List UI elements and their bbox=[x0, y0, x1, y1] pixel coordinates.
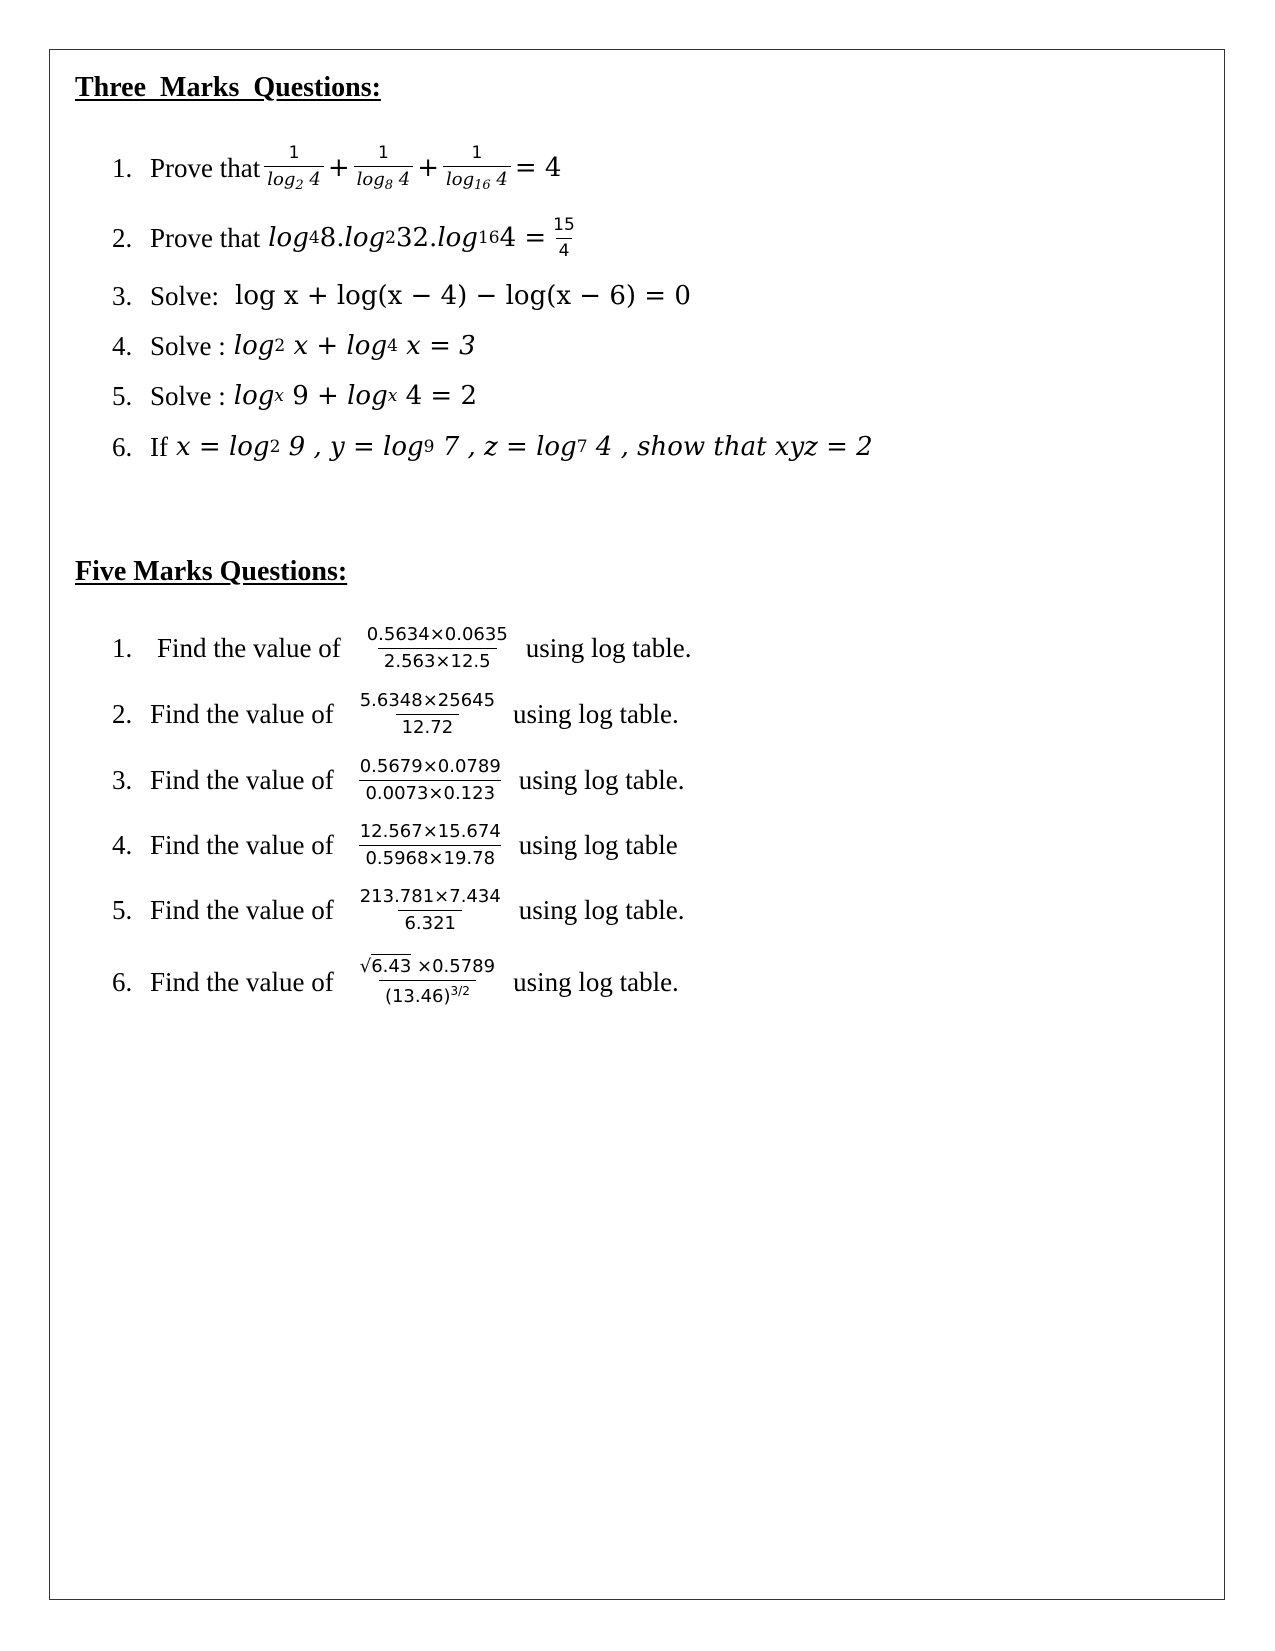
fraction: $\frac{1}{\log_2 4}$ bbox=[264, 145, 324, 192]
five-q3: 3. Find the value of $\frac{0.5679\times 0.0789}{0.0073\times 0.123}$ using log table. bbox=[112, 755, 685, 804]
three-marks-heading: Three Marks Questions: bbox=[75, 72, 381, 103]
fraction: $\frac{0.5634\times 0.0635}{2.563\times 12.5}$ bbox=[366, 623, 508, 672]
fraction: $\frac{213.781\times 7.434}{6.321}$ bbox=[359, 885, 501, 934]
five-q5: 5. Find the value of $\frac{213.781\times 7.434}{6.321}$ using log table. bbox=[112, 885, 685, 934]
fraction: $\frac{15}{4}$ bbox=[553, 214, 575, 261]
three-q4: 4. Solve : log 2 x + log 4 x = 3 bbox=[112, 330, 476, 361]
fraction: $\frac{√6.43 \times 0.5789}{(13.46)^{3/2}}$ bbox=[359, 956, 496, 1007]
fraction: $\frac{1}{\log_{16} 4}$ bbox=[443, 145, 511, 192]
five-q6: 6. Find the value of $\frac{√6.43 \times 0.5789}{(13.46)^{3/2}}$ using log table. bbox=[112, 956, 679, 1007]
fraction: $\frac{5.6348\times 25645}{12.72}$ bbox=[359, 689, 496, 738]
three-q5: 5. Solve : log x 9 + log x 4 = 2 bbox=[112, 380, 477, 411]
fraction: $\frac{0.5679\times 0.0789}{0.0073\times 0.123}$ bbox=[359, 755, 501, 804]
three-q3: 3. Solve: log x + log(x − 4) − log(x − 6) = 0 bbox=[112, 280, 691, 311]
five-q1: 1. Find the value of $\frac{0.5634\times 0.0635}{2.563\times 12.5}$ using log table. bbox=[112, 623, 692, 672]
fraction: $\frac{1}{\log_8 4}$ bbox=[354, 145, 414, 192]
five-q4: 4. Find the value of $\frac{12.567\times 15.674}{0.5968\times 19.78}$ using log table bbox=[112, 820, 678, 869]
three-q1: 1. Prove that $\frac{1}{\log_2 4}$ + $\frac{1}{\log_8 4}$ + $\frac{1}{\log_{16} 4}$ = 4 bbox=[112, 142, 562, 193]
three-q6: 6. If x = log 2 9 , y = log 9 7 , z = log 7 4 , show that xyz = 2 bbox=[112, 431, 873, 462]
three-q2: 2. Prove that log 4 8. log 2 32. log 16 4 = $\frac{15}{4}$ bbox=[112, 208, 582, 268]
five-q2: 2. Find the value of $\frac{5.6348\times 25645}{12.72}$ using log table. bbox=[112, 689, 679, 738]
five-marks-heading: Five Marks Questions: bbox=[75, 556, 348, 587]
fraction: $\frac{12.567\times 15.674}{0.5968\times 19.78}$ bbox=[359, 820, 501, 869]
